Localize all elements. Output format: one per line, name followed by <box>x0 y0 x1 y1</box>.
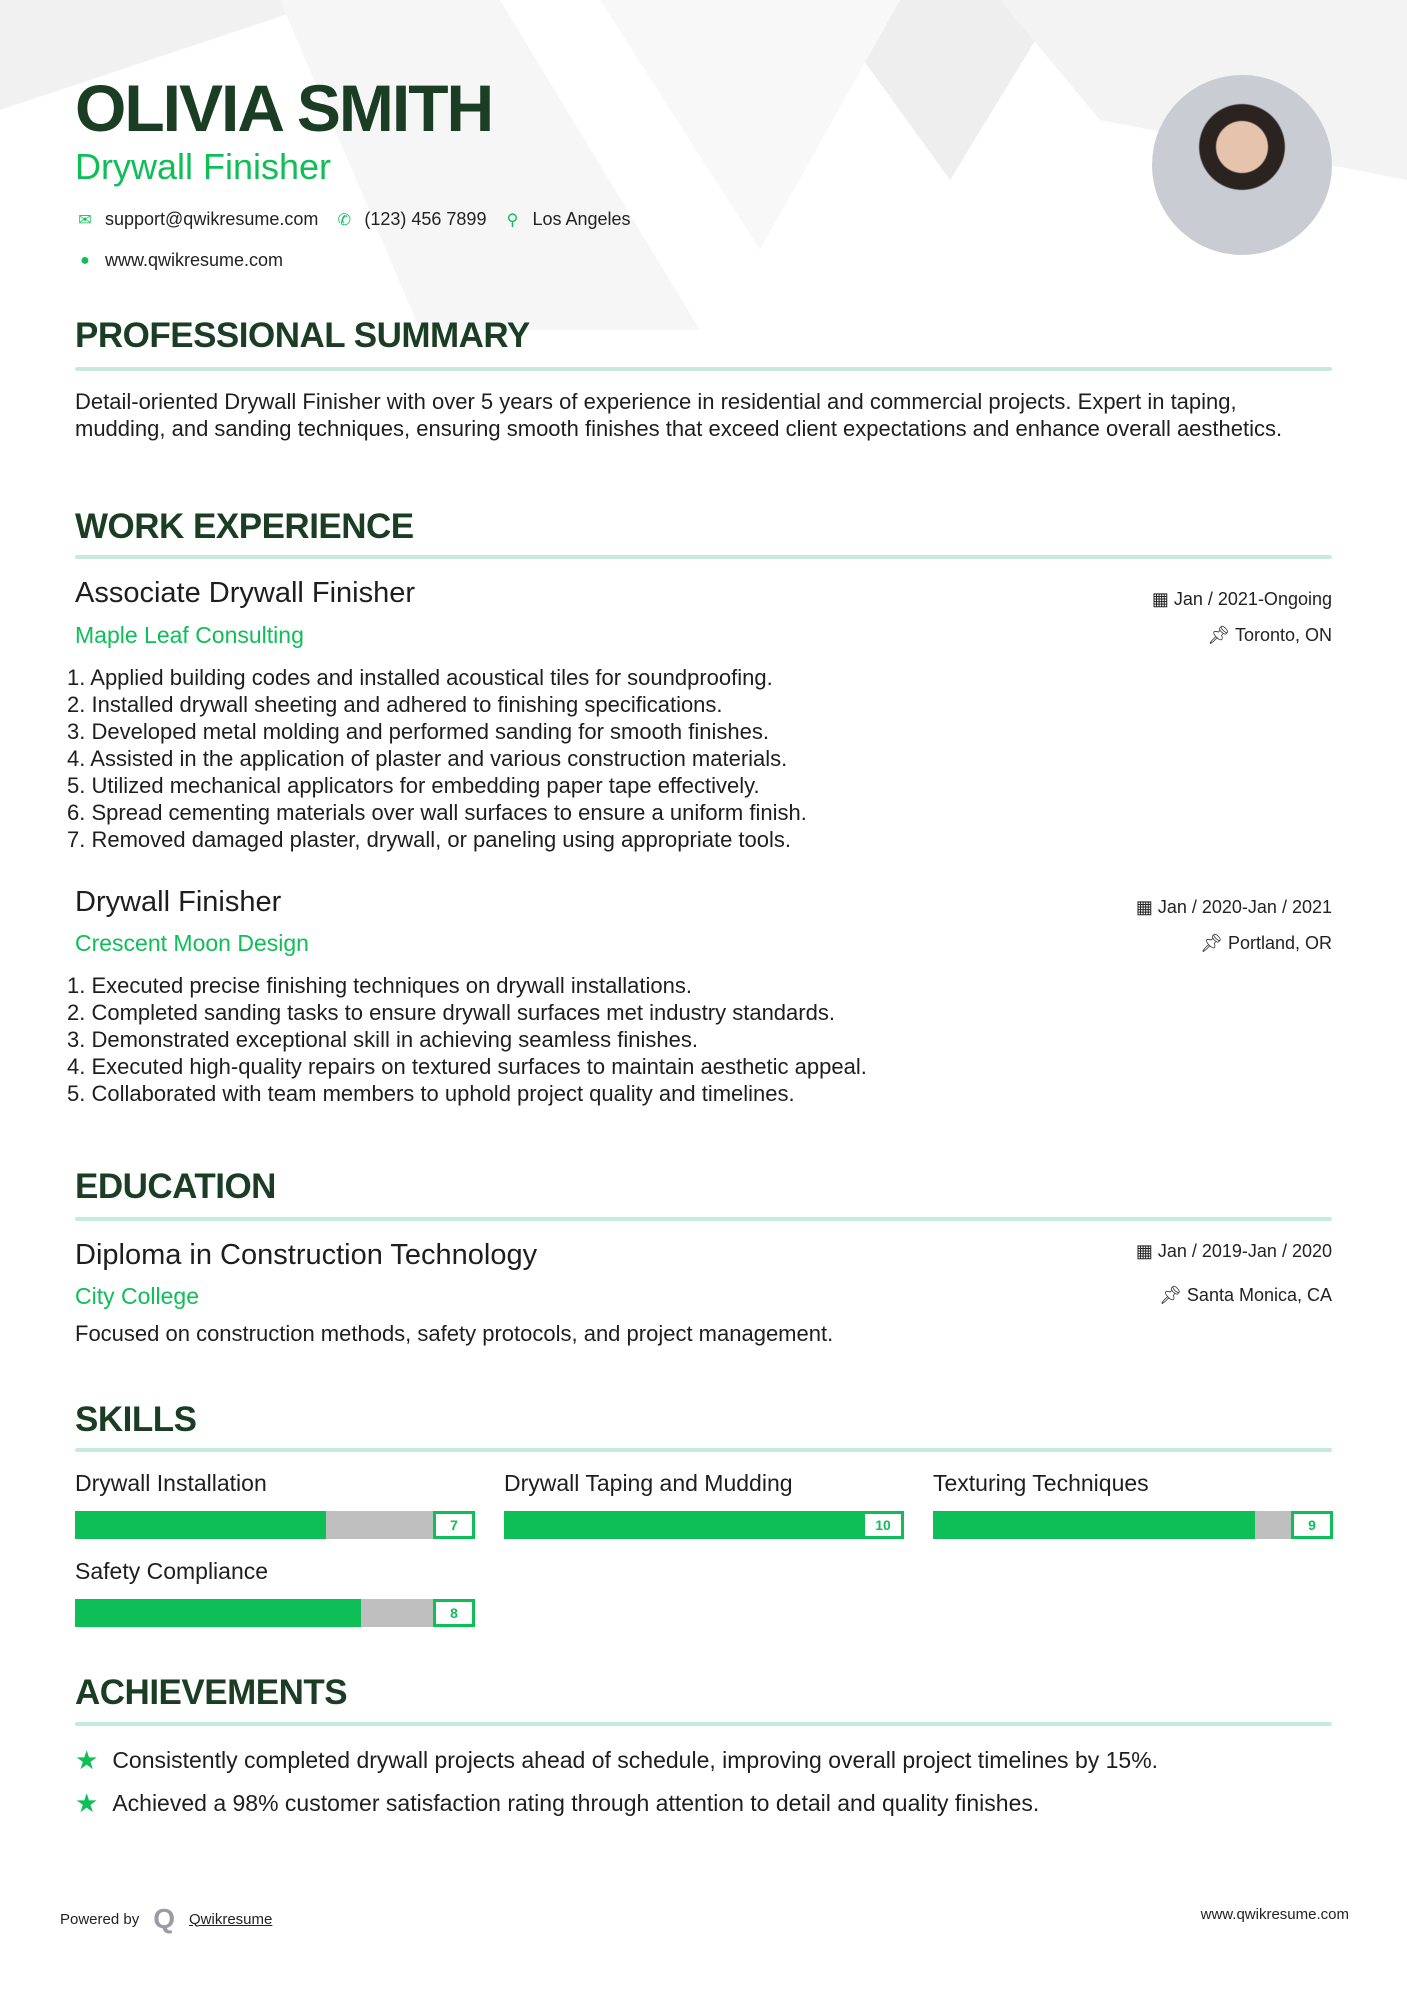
pushpin-icon: 📌︎ <box>1207 625 1235 645</box>
job-location-text: Toronto, ON <box>1234 625 1332 645</box>
skill-item <box>75 1558 475 1627</box>
skill-name: Drywall Taping and Mudding <box>504 1470 793 1496</box>
contact-row <box>75 209 631 230</box>
list-item: Applied building codes and installed acoustical tiles for soundproofing. <box>90 665 773 690</box>
job-date <box>1152 589 1332 610</box>
star-icon: ★ <box>75 1745 99 1775</box>
education-location-text: Santa Monica, CA <box>1186 1285 1332 1305</box>
education-description: Focused on construction methods, safety protocols, and project management. <box>75 1321 834 1346</box>
skill-bar <box>933 1511 1333 1539</box>
achievement-item <box>75 1788 1039 1819</box>
job-title: Associate Drywall Finisher <box>75 577 416 609</box>
skill-item <box>933 1470 1333 1539</box>
skill-level: 8 <box>433 1599 475 1627</box>
skill-level: 10 <box>862 1511 904 1539</box>
achievement-item <box>75 1745 1158 1776</box>
skill-item <box>504 1470 904 1539</box>
list-item: Collaborated with team members to uphold project quality and timelines. <box>91 1081 795 1106</box>
skill-name: Safety Compliance <box>75 1558 269 1584</box>
job-bullets <box>67 972 867 1107</box>
education-date <box>1136 1241 1332 1262</box>
star-icon: ★ <box>75 1788 99 1818</box>
calendar-icon: ▦ <box>1135 1241 1158 1261</box>
list-item: Developed metal molding and performed sanding for smooth finishes. <box>91 719 769 744</box>
skill-bar <box>504 1511 904 1539</box>
powered-by-label: Powered by <box>60 1910 140 1928</box>
experience-heading: WORK EXPERIENCE <box>75 507 414 546</box>
skills-heading: SKILLS <box>75 1400 197 1439</box>
footer-powered <box>60 1903 272 1935</box>
job-location <box>1207 625 1332 646</box>
skill-bar <box>75 1511 475 1539</box>
job-company: Maple Leaf Consulting <box>75 622 304 648</box>
divider <box>75 1217 1332 1221</box>
pushpin-icon: 📌︎ <box>1200 933 1228 953</box>
qwikresume-link[interactable]: Qwikresume <box>189 1910 273 1928</box>
calendar-icon: ▦ <box>1135 897 1158 917</box>
list-item: Demonstrated exceptional skill in achieving seamless finishes. <box>91 1027 698 1052</box>
qwikresume-logo-icon: Q <box>153 1903 175 1934</box>
location-text: Los Angeles <box>532 209 631 229</box>
job-location-text: Portland, OR <box>1227 933 1332 953</box>
achievement-text: Achieved a 98% customer satisfaction rating through attention to detail and quality finishes. <box>112 1790 1040 1816</box>
website-row <box>75 250 283 271</box>
footer-website[interactable]: www.qwikresume.com <box>1200 1906 1349 1923</box>
divider <box>75 1722 1332 1726</box>
list-item: Utilized mechanical applicators for embedding paper tape effectively. <box>91 773 760 798</box>
skill-name: Texturing Techniques <box>933 1470 1149 1496</box>
achievements-heading: ACHIEVEMENTS <box>75 1673 348 1712</box>
list-item: Installed drywall sheeting and adhered to finishing specifications. <box>91 692 723 717</box>
divider <box>75 1448 1332 1452</box>
list-item: Executed high-quality repairs on textured surfaces to maintain aesthetic appeal. <box>91 1054 867 1079</box>
education-location <box>1159 1285 1332 1306</box>
degree: Diploma in Construction Technology <box>75 1239 538 1271</box>
divider <box>75 555 1332 559</box>
job-date-text: Jan / 2021-Ongoing <box>1173 589 1332 609</box>
school: City College <box>75 1283 199 1309</box>
education-heading: EDUCATION <box>75 1167 276 1206</box>
education-date-text: Jan / 2019-Jan / 2020 <box>1157 1241 1332 1261</box>
skill-name: Drywall Installation <box>75 1470 267 1496</box>
skill-bar-fill <box>933 1511 1255 1539</box>
job-company: Crescent Moon Design <box>75 930 309 956</box>
email-link[interactable]: support@qwikresume.com <box>105 209 319 229</box>
candidate-name: OLIVIA SMITH <box>75 71 493 145</box>
list-item: Removed damaged plaster, drywall, or paneling using appropriate tools. <box>91 827 792 852</box>
map-pin-icon: ⚲ <box>506 211 519 229</box>
phone-icon: ✆ <box>337 211 352 229</box>
achievement-text: Consistently completed drywall projects ahead of schedule, improving overall project timelines by 15%. <box>112 1747 1159 1773</box>
skill-bar-fill <box>504 1511 862 1539</box>
skill-bar <box>75 1599 475 1627</box>
envelope-icon: ✉ <box>78 211 92 229</box>
job-date-text: Jan / 2020-Jan / 2021 <box>1157 897 1332 917</box>
pushpin-icon: 📌︎ <box>1159 1285 1187 1305</box>
website-link[interactable]: www.qwikresume.com <box>105 250 284 270</box>
skill-level: 9 <box>1291 1511 1333 1539</box>
skill-bar-fill <box>75 1599 361 1627</box>
profile-photo <box>1152 75 1332 255</box>
list-item: Assisted in the application of plaster and various construction materials. <box>90 746 788 771</box>
summary-heading: PROFESSIONAL SUMMARY <box>75 316 530 355</box>
job-bullets <box>67 664 807 853</box>
job-title: Drywall Finisher <box>75 886 282 918</box>
phone-text: (123) 456 7899 <box>364 209 487 229</box>
job-date <box>1136 897 1332 918</box>
candidate-title: Drywall Finisher <box>75 146 332 187</box>
summary-text: Detail-oriented Drywall Finisher with over 5 years of experience in residential and commercial projects. Expert in taping, mudding, and sanding techniques, ensuring smooth finishes that exceed client expectations and enhance overall aesthetics. <box>75 389 1283 441</box>
list-item: Executed precise finishing techniques on drywall installations. <box>91 973 692 998</box>
skill-level: 7 <box>433 1511 475 1539</box>
globe-icon: ● <box>80 251 90 269</box>
list-item: Completed sanding tasks to ensure drywall surfaces met industry standards. <box>91 1000 835 1025</box>
skill-bar-fill <box>75 1511 326 1539</box>
calendar-icon: ▦ <box>1151 589 1174 609</box>
skill-item <box>75 1470 475 1539</box>
list-item: Spread cementing materials over wall surfaces to ensure a uniform finish. <box>91 800 807 825</box>
job-location <box>1200 933 1332 954</box>
divider <box>75 367 1332 371</box>
